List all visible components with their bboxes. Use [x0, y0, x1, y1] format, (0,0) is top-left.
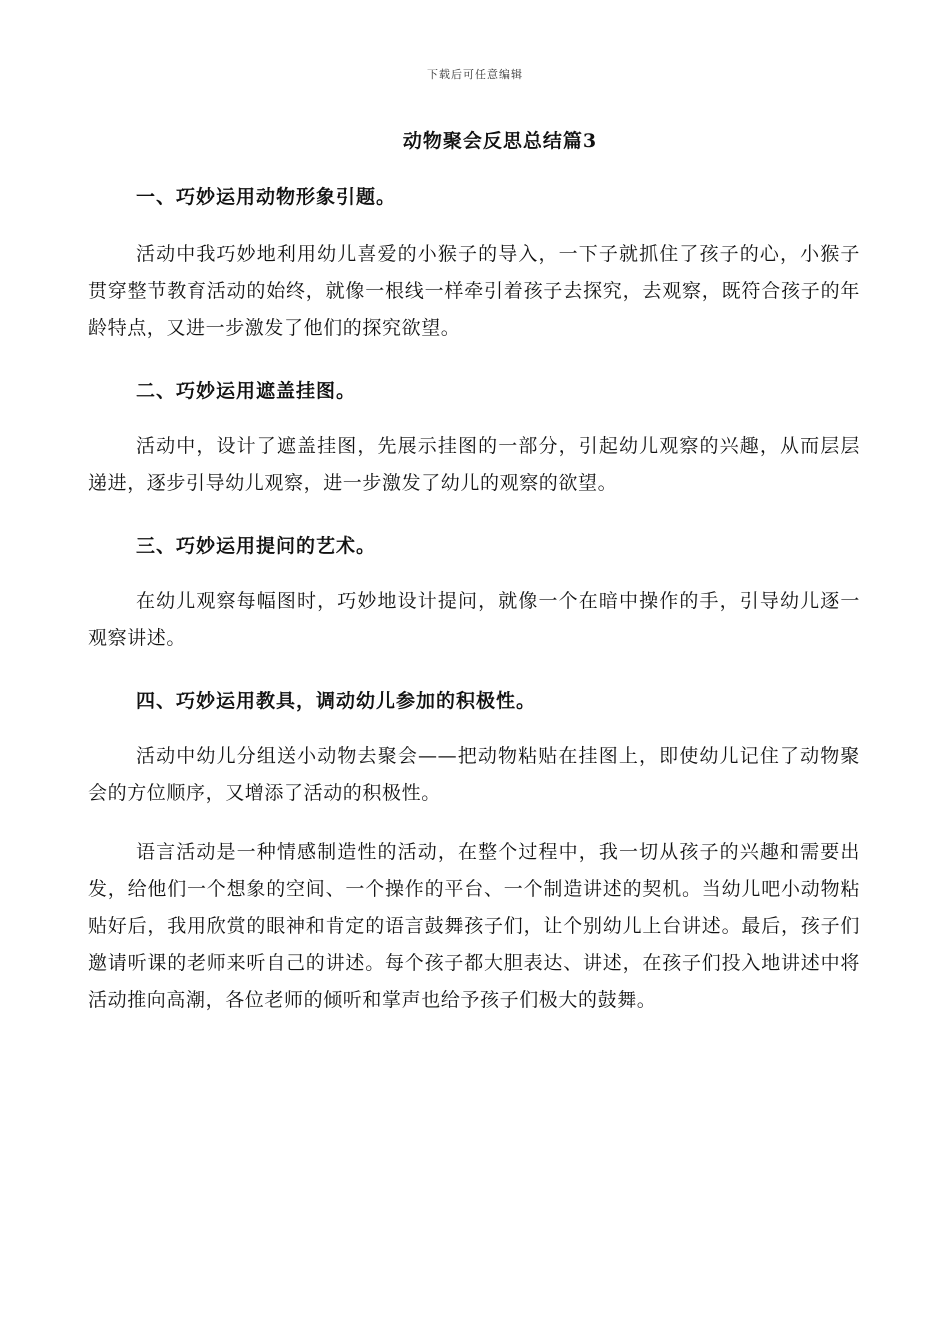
section-heading-3: 三、巧妙运用提问的艺术。 — [136, 535, 377, 557]
header-note: 下载后可任意编辑 — [427, 68, 523, 81]
section-paragraph-2: 活动中，设计了遮盖挂图，先展示挂图的一部分，引起幼儿观察的兴趣，从而层层递进，逐步引导幼儿观察，进一步激发了幼儿的观察的欲望。 — [88, 435, 860, 494]
section-heading-2: 二、巧妙运用遮盖挂图。 — [136, 380, 357, 402]
closing-paragraph: 语言活动是一种情感制造性的活动，在整个过程中，我一切从孩子的兴趣和需要出发，给他们一个想象的空间、一个操作的平台、一个制造讲述的契机。当幼儿吧小动物粘贴好后，我用欣赏的眼神和肯定的语言鼓舞孩子们，让个别幼儿上台讲述。最后，孩子们邀请听课的老师来听自己的讲述。每个孩子都大胆表达、讲述，在孩子们投入地讲述中将活动推向高潮，各位老师的倾听和掌声也给予孩子们极大的鼓舞。 — [88, 841, 860, 1011]
section-paragraph-3: 在幼儿观察每幅图时，巧妙地设计提问，就像一个在暗中操作的手，引导幼儿逐一观察讲述。 — [88, 590, 860, 649]
section-paragraph-4: 活动中幼儿分组送小动物去聚会——把动物粘贴在挂图上，即使幼儿记住了动物聚会的方位顺序，又增添了活动的积极性。 — [88, 745, 860, 804]
document-title: 动物聚会反思总结篇3 — [402, 130, 598, 152]
section-heading-4: 四、巧妙运用教具，调动幼儿参加的积极性。 — [136, 690, 537, 712]
section-heading-1: 一、巧妙运用动物形象引题。 — [136, 186, 397, 208]
section-paragraph-1: 活动中我巧妙地利用幼儿喜爱的小猴子的导入，一下子就抓住了孩子的心，小猴子贯穿整节教育活动的始终，就像一根线一样牵引着孩子去探究，去观察，既符合孩子的年龄特点，又进一步激发了他们的探究欲望。 — [88, 243, 860, 339]
